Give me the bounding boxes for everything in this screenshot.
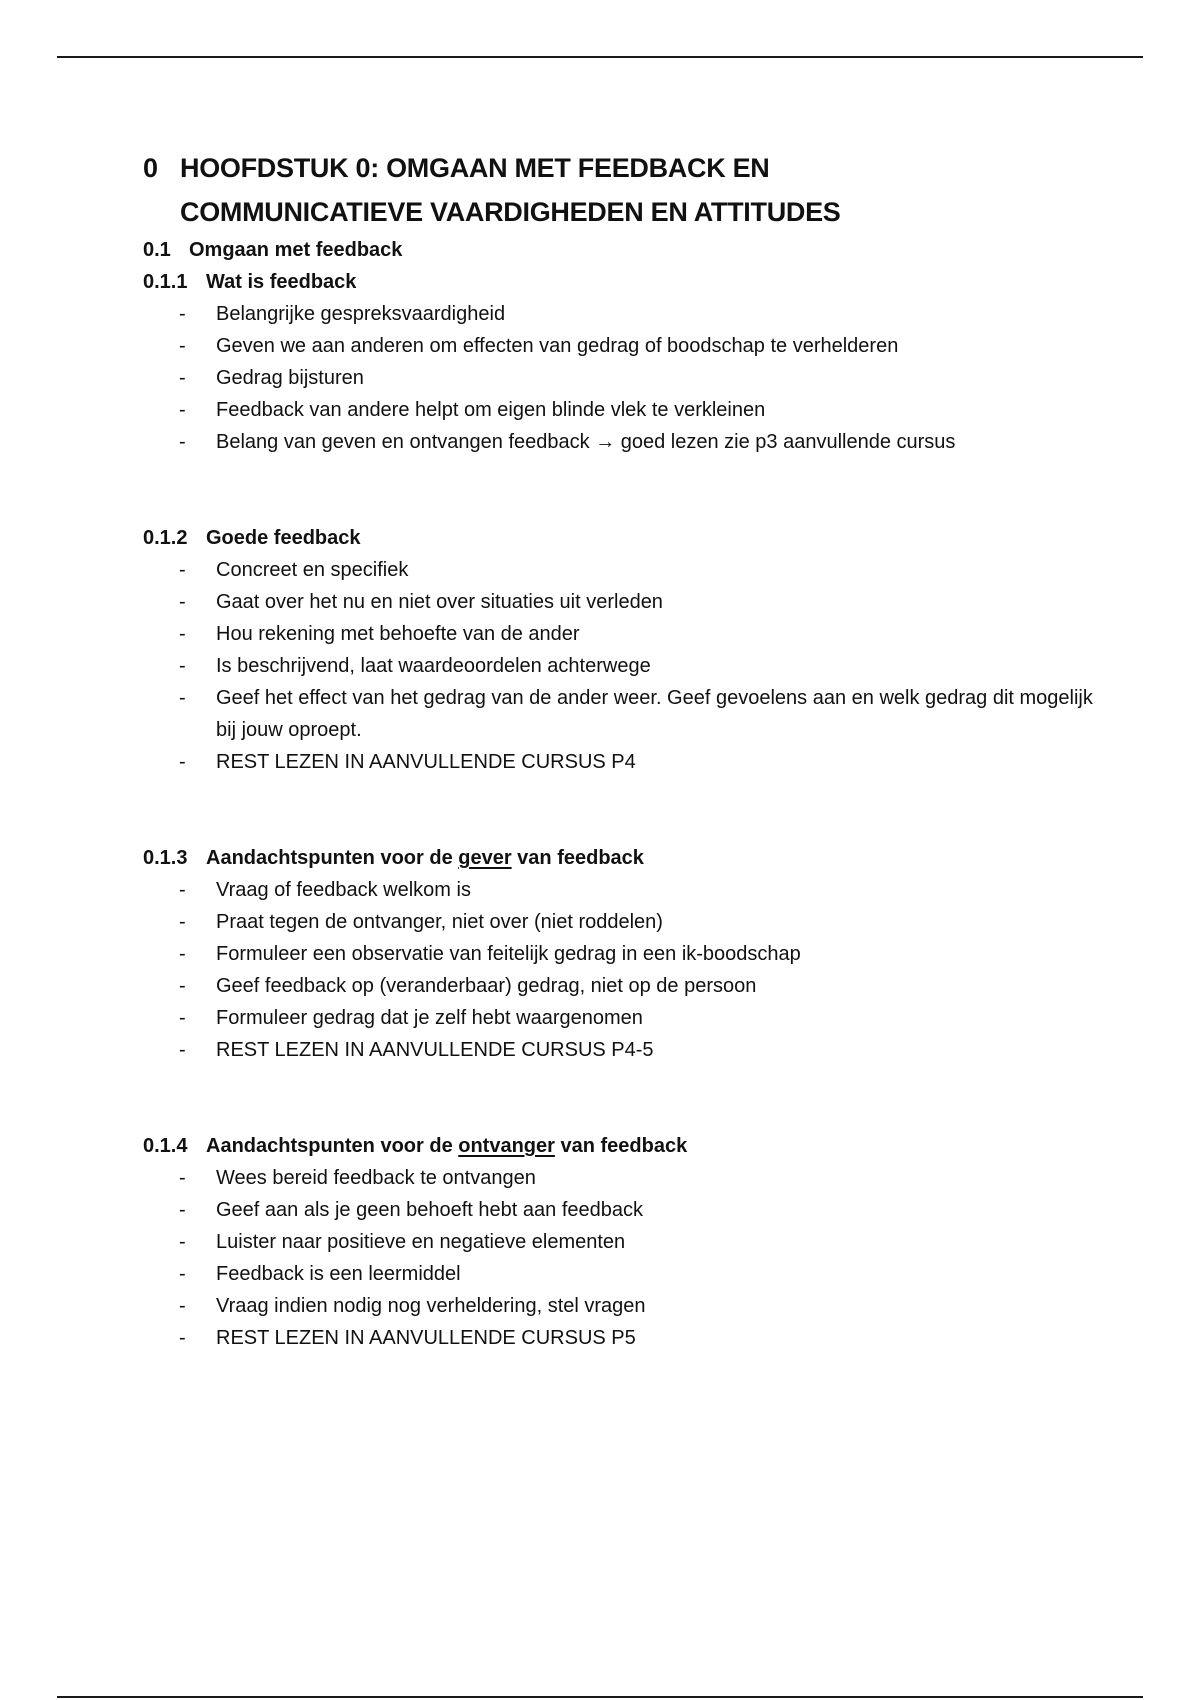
underlined-term: gever: [458, 847, 512, 869]
list-item: - REST LEZEN IN AANVULLENDE CURSUS P4-5: [179, 1039, 654, 1061]
list-item: - Geven we aan anderen om effecten van gedrag of boodschap te verhelderen: [179, 335, 899, 357]
list-item: - Concreet en specifiek: [179, 559, 409, 581]
list-item: - Wees bereid feedback te ontvangen: [179, 1167, 536, 1189]
bullet-list: [143, 874, 1103, 1066]
list-item: - Vraag indien nodig nog verheldering, stel vragen: [179, 1295, 646, 1317]
footer-rule: [57, 1696, 1143, 1698]
list-item: - REST LEZEN IN AANVULLENDE CURSUS P5: [179, 1327, 636, 1349]
header-rule: [57, 56, 1143, 58]
bullet-list: [143, 554, 1103, 778]
list-item: - Belang van geven en ontvangen feedback → goed lezen zie p3 aanvullende cursus: [179, 431, 956, 453]
chapter-number: 0: [143, 153, 158, 183]
list-item: - Feedback van andere helpt om eigen blinde vlek te verkleinen: [179, 399, 766, 421]
list-item: - Geef aan als je geen behoeft hebt aan feedback: [179, 1199, 644, 1221]
subsection-heading-0-1-1: 0.1.1 Wat is feedback: [143, 271, 357, 293]
list-item: - Gaat over het nu en niet over situaties uit verleden: [179, 591, 663, 613]
bullet-list: [143, 298, 1103, 458]
list-item: - Hou rekening met behoefte van de ander: [179, 623, 580, 645]
bullet-list: [143, 1162, 1103, 1354]
subsection-heading-0-1-4: 0.1.4 Aandachtspunten voor de ontvanger van feedback: [143, 1135, 688, 1157]
subsection-heading-0-1-2: 0.1.2 Goede feedback: [143, 527, 361, 549]
list-item: - Formuleer een observatie van feitelijk gedrag in een ik-boodschap: [179, 943, 801, 965]
chapter-title: HOOFDSTUK 0: OMGAAN MET FEEDBACK EN COMMUNICATIEVE VAARDIGHEDEN EN ATTITUDES: [180, 153, 841, 227]
list-item: - Luister naar positieve en negatieve elementen: [179, 1231, 626, 1253]
subsection-heading-0-1-3: 0.1.3 Aandachtspunten voor de gever van feedback: [143, 847, 644, 869]
document-body: [143, 146, 1103, 1354]
list-item: - Feedback is een leermiddel: [179, 1263, 461, 1285]
chapter-heading: [143, 146, 1103, 234]
list-item: - Gedrag bijsturen: [179, 367, 364, 389]
list-item: - Vraag of feedback welkom is: [179, 879, 471, 901]
list-item: - REST LEZEN IN AANVULLENDE CURSUS P4: [179, 751, 636, 773]
section-heading: 0.1 Omgaan met feedback: [143, 239, 403, 261]
list-item: - Geef feedback op (veranderbaar) gedrag, niet op de persoon: [179, 975, 757, 997]
list-item: - Is beschrijvend, laat waardeoordelen achterwege: [179, 655, 651, 677]
list-item: - Formuleer gedrag dat je zelf hebt waargenomen: [179, 1007, 643, 1029]
list-item: - Praat tegen de ontvanger, niet over (niet roddelen): [179, 911, 663, 933]
list-item: - Geef het effect van het gedrag van de ander weer. Geef gevoelens aan en welk gedrag dit mogelijk bij jouw oproept.: [179, 687, 1093, 741]
list-item: - Belangrijke gespreksvaardigheid: [179, 303, 506, 325]
underlined-term: ontvanger: [458, 1135, 555, 1157]
